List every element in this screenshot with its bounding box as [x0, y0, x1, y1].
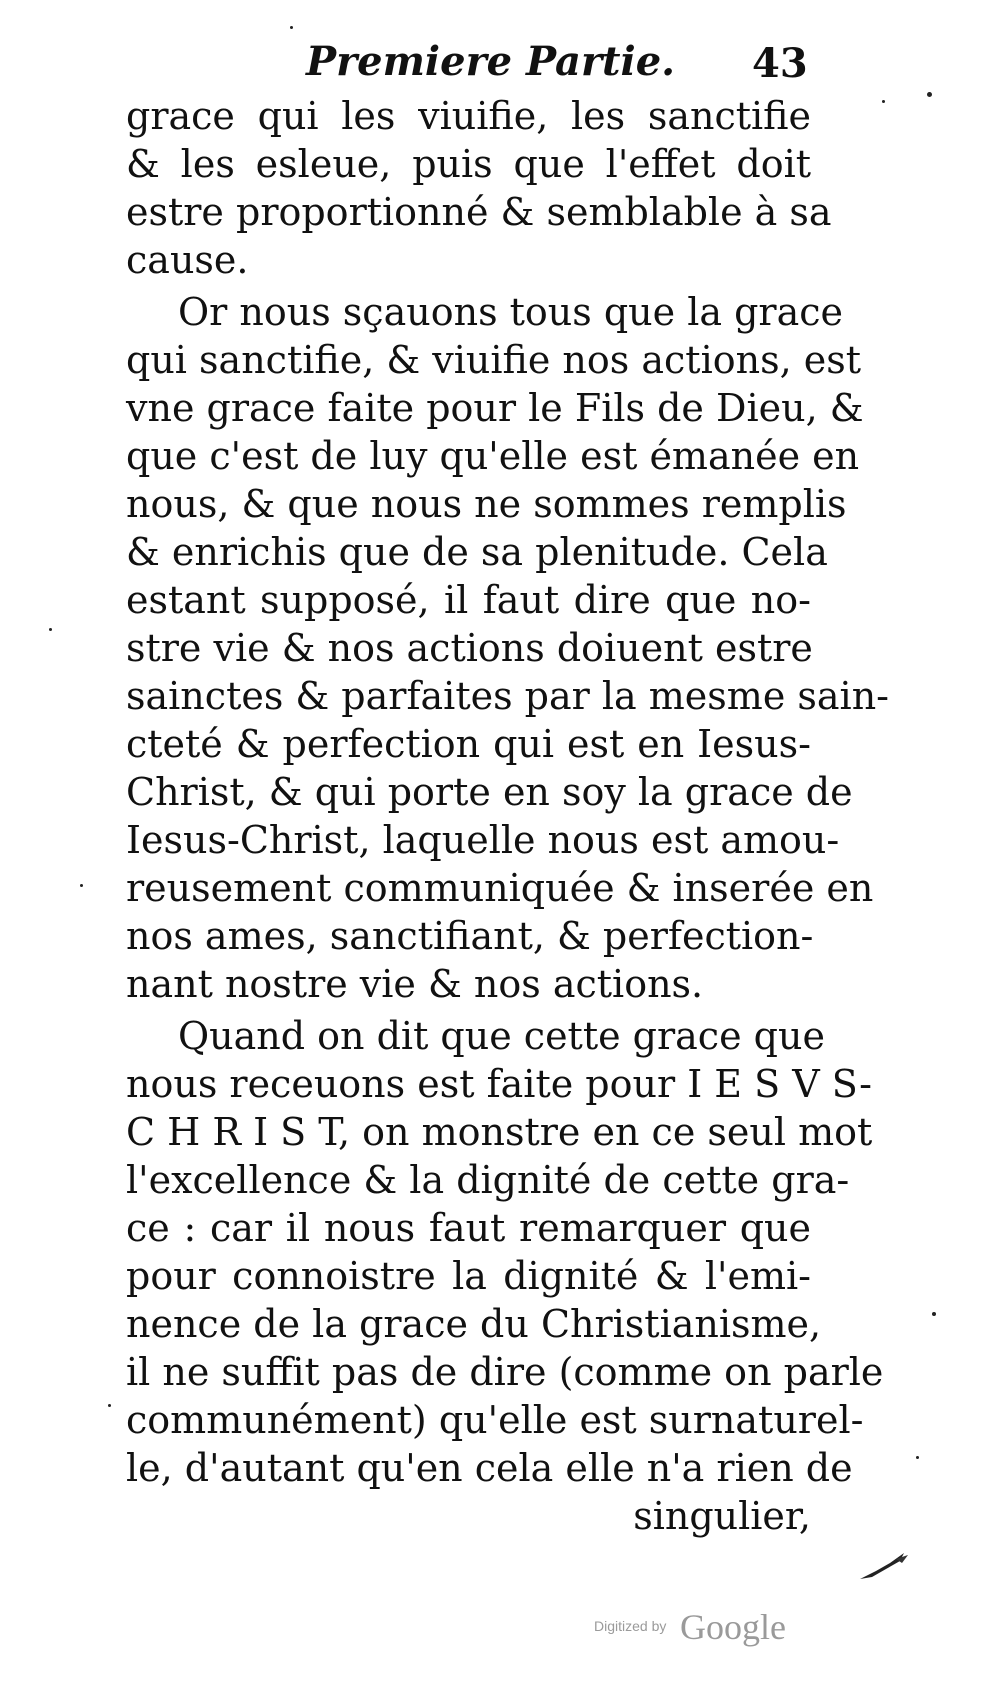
text-line: Iesus-Christ, laquelle nous est amou- — [126, 818, 840, 862]
scan-speck — [916, 1456, 919, 1459]
scan-speck — [108, 1404, 111, 1407]
text-line: l'excellence & la dignité de cette gra- — [126, 1158, 850, 1202]
scan-speck — [80, 884, 83, 887]
text-line: le, d'autant qu'en cela elle n'a rien de — [126, 1446, 853, 1490]
text-line: nos ames, sanctifiant, & perfection- — [126, 914, 814, 958]
text-line: pour connoistre la dignité & l'emi- — [126, 1254, 811, 1298]
text-line: qui sanctifie, & viuifie nos actions, est — [126, 338, 861, 382]
text-line: nence de la grace du Christianisme, — [126, 1302, 822, 1346]
running-title: Premiere Partie. — [306, 38, 676, 85]
text-line: & les esleue, puis que l'effet doit — [126, 142, 811, 186]
text-line: stre vie & nos actions doiuent estre — [126, 626, 813, 670]
digitized-by-google-watermark — [594, 1606, 814, 1646]
text-line: nous receuons est faite pour I E S V S- — [126, 1062, 873, 1106]
scan-speck — [927, 92, 932, 97]
scan-speck — [882, 100, 885, 103]
text-line: il ne suffit pas de dire (comme on parle — [126, 1350, 884, 1394]
ink-smudge — [856, 1545, 916, 1585]
page-number: 43 — [752, 40, 808, 87]
digitized-by-label: Digitized by — [594, 1618, 667, 1634]
text-line: cause. — [126, 238, 249, 282]
scan-speck — [932, 1312, 936, 1316]
text-line: Quand on dit que cette grace que — [178, 1014, 825, 1058]
text-line: reusement communiquée & inserée en — [126, 866, 874, 910]
scan-speck — [290, 26, 293, 29]
text-line: sainctes & parfaites par la mesme sain- — [126, 674, 890, 718]
running-head — [300, 38, 808, 88]
text-line: Christ, & qui porte en soy la grace de — [126, 770, 853, 814]
text-line: nant nostre vie & nos actions. — [126, 962, 704, 1006]
text-line: vne grace faite pour le Fils de Dieu, & — [126, 386, 864, 430]
scan-speck — [49, 628, 52, 631]
text-line: C H R I S T, on monstre en ce seul mot — [126, 1110, 873, 1154]
text-line: estant supposé, il faut dire que no- — [126, 578, 811, 622]
text-line: nous, & que nous ne sommes remplis — [126, 482, 847, 526]
text-line: communément) qu'elle est surnaturel- — [126, 1398, 864, 1442]
text-line: grace qui les viuifie, les sanctifie — [126, 94, 811, 138]
text-line: ce : car il nous faut remarquer que — [126, 1206, 811, 1250]
text-line: que c'est de luy qu'elle est émanée en — [126, 434, 860, 478]
catchword: singulier, — [633, 1494, 811, 1538]
body-text — [126, 92, 890, 1540]
text-line: Or nous sçauons tous que la grace — [178, 290, 844, 334]
text-line: & enrichis que de sa plenitude. Cela — [126, 530, 828, 574]
text-line: cteté & perfection qui est en Iesus- — [126, 722, 811, 766]
google-logo: Google — [680, 1607, 786, 1647]
text-line: estre proportionné & semblable à sa — [126, 190, 832, 234]
